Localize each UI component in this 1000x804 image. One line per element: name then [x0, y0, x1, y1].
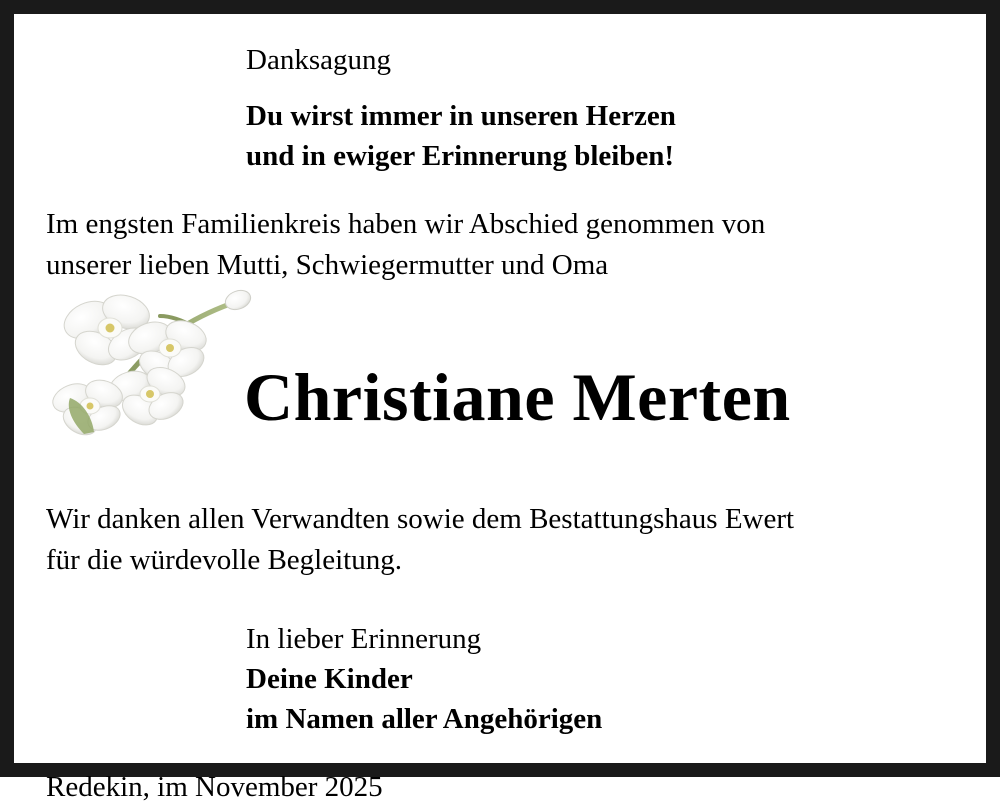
closing-line-2: Deine Kinder	[246, 662, 413, 695]
intro-line-1: Im engsten Familienkreis haben wir Abschied genommen von	[46, 208, 766, 241]
place-and-date: Redekin, im November 2025	[46, 771, 383, 804]
memorial-verse	[46, 96, 954, 176]
intro-paragraph	[46, 204, 954, 286]
closing-block	[46, 619, 954, 739]
deceased-name: Christiane Merten	[244, 358, 791, 435]
intro-line-2: unserer lieben Mutti, Schwiegermutter und Oma	[46, 249, 609, 282]
thanks-line-2: für die würdevolle Begleitung.	[46, 543, 402, 576]
deceased-name-block	[46, 325, 954, 475]
notice-heading: Danksagung	[246, 44, 391, 76]
closing-line-1: In lieber Erinnerung	[246, 622, 482, 655]
closing-line-3: im Namen aller Angehörigen	[246, 703, 603, 735]
thanks-line-1: Wir danken allen Verwandten sowie dem Bestattungshaus Ewert	[46, 502, 795, 535]
verse-line-2: und in ewiger Erinnerung bleiben!	[246, 140, 675, 173]
notice-inner-panel	[14, 14, 986, 804]
notice-content	[14, 14, 986, 804]
thanks-paragraph	[46, 499, 954, 581]
verse-line-1: Du wirst immer in unseren Herzen	[246, 100, 676, 133]
